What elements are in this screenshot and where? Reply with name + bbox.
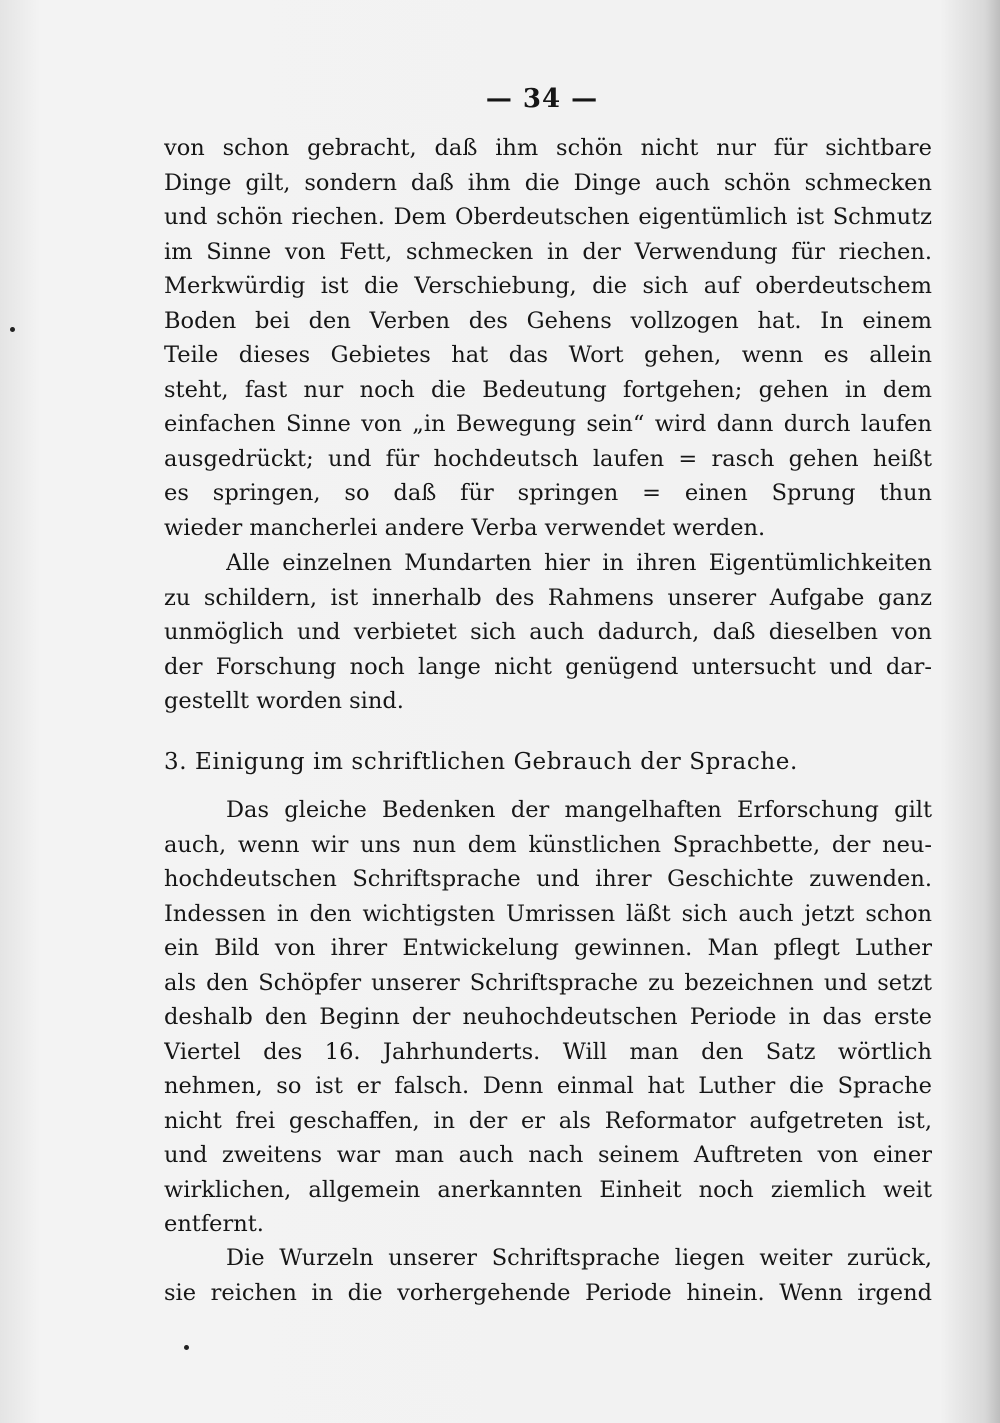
ink-speck: [184, 1345, 189, 1350]
page-number: — 34 —: [485, 84, 599, 114]
text-line: steht, fast nur noch die Bedeutung fortgehen; gehen in dem: [164, 376, 932, 403]
text-line: nicht frei geschaffen, in der er als Reformator aufgetreten ist,: [164, 1107, 932, 1134]
text-line: es springen, so daß für springen = einen Sprung thun: [164, 480, 932, 506]
text-line: von schon gebracht, daß ihm schön nicht nur für sichtbare: [164, 135, 932, 161]
text-line: und zweitens war man auch nach seinem Auftreten von einer: [164, 1142, 932, 1168]
text-line: wieder mancherlei andere Verba verwendet werden.: [164, 514, 766, 541]
text-line: Merkwürdig ist die Verschiebung, die sich auf oberdeutschem: [164, 273, 932, 299]
text-line: und schön riechen. Dem Oberdeutschen eigentümlich ist Schmutz: [164, 204, 932, 230]
ink-speck: [10, 327, 15, 332]
text-line: als den Schöpfer unserer Schriftsprache zu bezeichnen und setzt: [164, 969, 932, 996]
text-line: unmöglich und verbietet sich auch dadurch, daß dieselben von: [164, 619, 932, 645]
text-line: Das gleiche Bedenken der mangelhaften Erforschung gilt: [226, 797, 932, 823]
text-line: Indessen in den wichtigsten Umrissen läßt sich auch jetzt schon: [164, 900, 932, 927]
text-line: einfachen Sinne von „in Bewegung sein“ wird dann durch laufen: [164, 411, 932, 437]
text-line: nehmen, so ist er falsch. Denn einmal hat Luther die Sprache: [164, 1073, 932, 1099]
text-line: ausgedrückt; und für hochdeutsch laufen = rasch gehen heißt: [164, 445, 932, 472]
text-line: der Forschung noch lange nicht genügend untersucht und dar-: [164, 653, 932, 680]
text-line: gestellt worden sind.: [164, 688, 404, 714]
text-line: im Sinne von Fett, schmecken in der Verwendung für riechen.: [164, 238, 932, 265]
text-line: Boden bei den Verben des Gehens vollzogen hat. In einem: [164, 307, 932, 334]
text-line: wirklichen, allgemein anerkannten Einheit noch ziemlich weit: [164, 1176, 932, 1203]
text-line: Alle einzelnen Mundarten hier in ihren Eigentümlichkeiten: [226, 550, 932, 576]
text-line: Dinge gilt, sondern daß ihm die Dinge auch schön schmecken: [164, 169, 932, 196]
text-line: ein Bild von ihrer Entwickelung gewinnen. Man pflegt Luther: [164, 935, 932, 961]
section-heading: 3. Einigung im schriftlichen Gebrauch der Sprache.: [164, 749, 798, 775]
text-line: Viertel des 16. Jahrhunderts. Will man den Satz wörtlich: [164, 1038, 932, 1065]
text-line: Die Wurzeln unserer Schriftsprache liegen weiter zurück,: [226, 1245, 932, 1271]
text-line: zu schildern, ist innerhalb des Rahmens unserer Aufgabe ganz: [164, 584, 932, 611]
text-line: Teile dieses Gebietes hat das Wort gehen, wenn es allein: [164, 342, 932, 368]
text-line: auch, wenn wir uns nun dem künstlichen Sprachbette, der neu-: [164, 831, 932, 858]
text-line: entfernt.: [164, 1211, 264, 1237]
text-line: hochdeutschen Schriftsprache und ihrer Geschichte zuwenden.: [164, 866, 932, 892]
text-line: sie reichen in die vorhergehende Periode hinein. Wenn irgend: [164, 1279, 932, 1306]
text-line: deshalb den Beginn der neuhochdeutschen Periode in das erste: [164, 1004, 932, 1030]
